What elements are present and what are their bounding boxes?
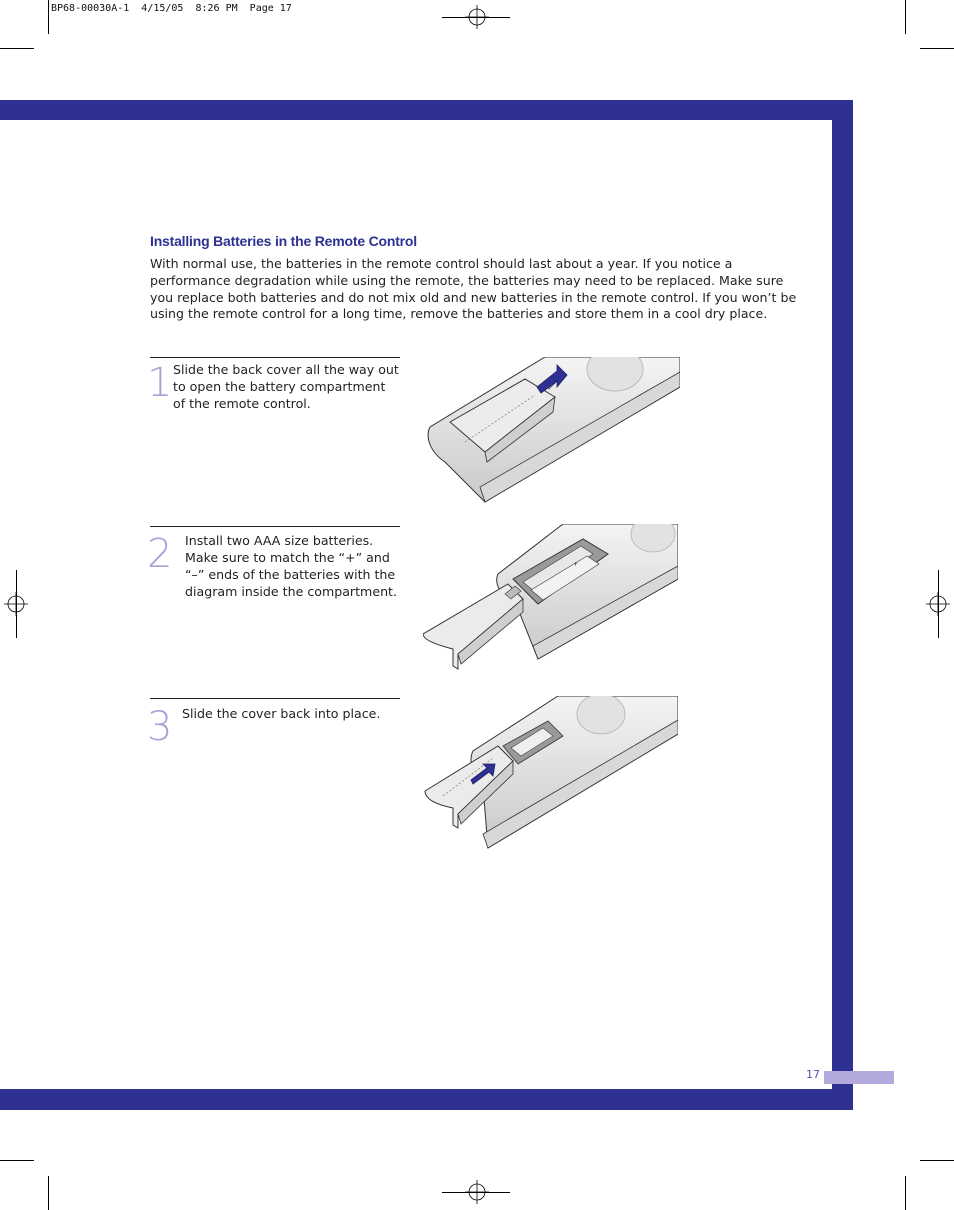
section-title: Installing Batteries in the Remote Control <box>150 233 417 249</box>
registration-line-right <box>938 570 939 638</box>
crop-mark-bottom-left-h <box>0 1160 34 1161</box>
crop-mark-bottom-right-h <box>920 1160 954 1161</box>
svg-text:+: + <box>573 561 579 568</box>
page-number-tab <box>824 1071 894 1084</box>
printer-slug: BP68-00030A-1 4/15/05 8:26 PM Page 17 <box>51 3 292 14</box>
step-2-text: Install two AAA size batteries. Make sure to match the “+” and “–” ends of the batteries with the diagram inside the compartment. <box>185 533 397 599</box>
step-3-rule <box>150 698 400 699</box>
page-frame-bottom <box>0 1089 853 1110</box>
crop-mark-top-right-v <box>905 0 906 34</box>
step-1-text: Slide the back cover all the way out to open the battery compartment of the remote control. <box>173 362 399 411</box>
crop-mark-top-left-h <box>0 48 34 49</box>
step-1-number: 1 <box>147 360 173 406</box>
page-number: 17 <box>806 1068 820 1081</box>
step-2-rule <box>150 526 400 527</box>
section-intro: With normal use, the batteries in the remote control should last about a year. If you notice a performance degradation while using the remote, the batteries may need to be replaced. Make sure you replace both batteries and do not mix old and new batteries in the remote control. If you won’t be using the remote control for a long time, remove the batteries and store them in a cool dry place. <box>150 256 797 322</box>
crop-mark-top-right-h <box>920 48 954 49</box>
registration-line-top <box>442 17 510 18</box>
registration-line-bottom <box>442 1192 510 1193</box>
step-1-remote-illustration <box>425 357 680 507</box>
page-frame-top <box>0 100 853 120</box>
step-1-rule <box>150 357 400 358</box>
step-2-remote-illustration <box>423 524 678 674</box>
step-3-text: Slide the cover back into place. <box>182 706 381 721</box>
step-2-number: 2 <box>147 531 173 577</box>
step-3-number: 3 <box>147 704 173 750</box>
step-3-remote-illustration <box>423 696 678 851</box>
crop-mark-top-left-v <box>48 0 49 34</box>
page-frame-right <box>832 100 853 1110</box>
registration-line-left <box>16 570 17 638</box>
crop-mark-bottom-right-v <box>905 1176 906 1210</box>
crop-mark-bottom-left-v <box>48 1176 49 1210</box>
